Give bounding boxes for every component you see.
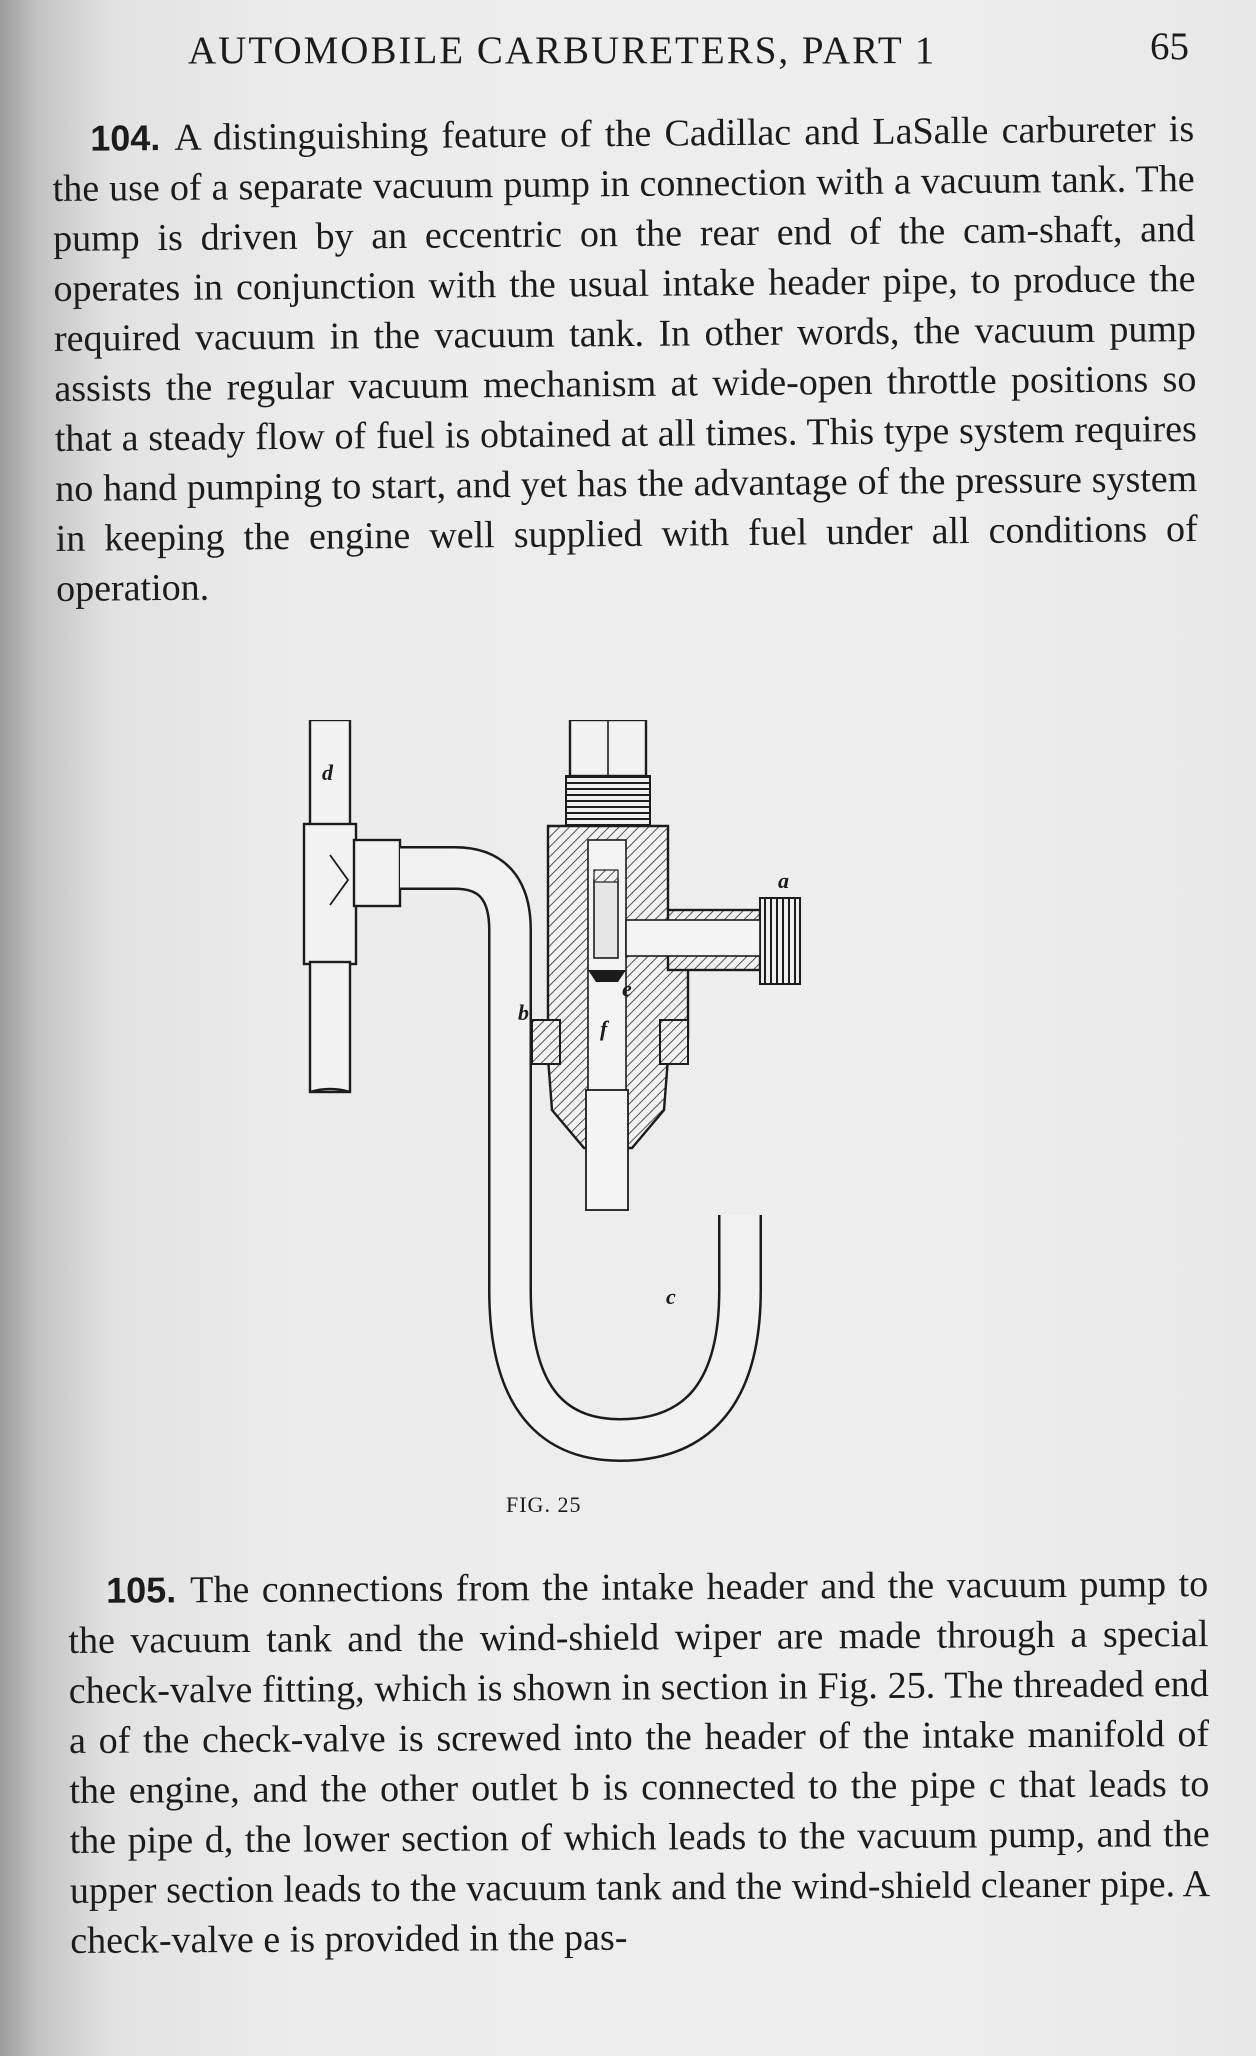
label-f: f [600,1016,608,1041]
figure-check-valve-diagram [270,720,1050,1520]
page-number: 65 [1150,25,1189,68]
check-valve-body [532,720,800,1210]
page-header [0,22,1256,82]
paragraph-105 [68,1559,1210,1966]
label-b: b [518,1000,529,1025]
figure-caption: FIG. 25 [506,1492,582,1517]
paragraph-number: 105. [106,1569,177,1611]
check-valve-diagram [270,720,1050,1520]
pipe-d [304,720,400,1092]
running-title: AUTOMOBILE CARBURETERS, PART 1 [188,29,937,72]
label-a: a [778,868,789,893]
paragraph-number: 104. [90,117,161,159]
label-c: c [666,1284,676,1309]
label-d: d [322,760,333,785]
paragraph-text: The connections from the intake header and the vacuum pump to the vacuum tank and the wind-shield wiper are made through a special check-valve fitting, which is shown in section in Fig. 25. The threaded end a of the check-valve is screwed into the header of the intake manifold of the engine, and the other outlet b is connected to the pipe c that leads to the pipe d, the lower section of which leads to the vacuum pump, and the upper section leads to the vacuum tank and the wind-shield cleaner pipe. A check-valve e is provided in the pas- [68,1563,1211,1962]
label-e: e [622,976,632,1001]
paragraph-104 [52,104,1198,614]
paragraph-text: A distinguishing feature of the Cadillac and LaSalle carbureter is the use of a separate vacuum pump in connection with a vacuum tank. The pump is driven by an eccentric on the rear end of the cam-shaft, and operates in conjunction with the usual intake header pipe, to produce the required vacuum in the vacuum tank. In other words, the vacuum pump assists the regular vacuum mechanism at wide-open throttle positions so that a steady flow of fuel is obtained at all times. This type system requires no hand pumping to start, and yet has the advantage of the pressure system in keeping the engine well supplied with fuel under all conditions of operation. [52,108,1198,610]
